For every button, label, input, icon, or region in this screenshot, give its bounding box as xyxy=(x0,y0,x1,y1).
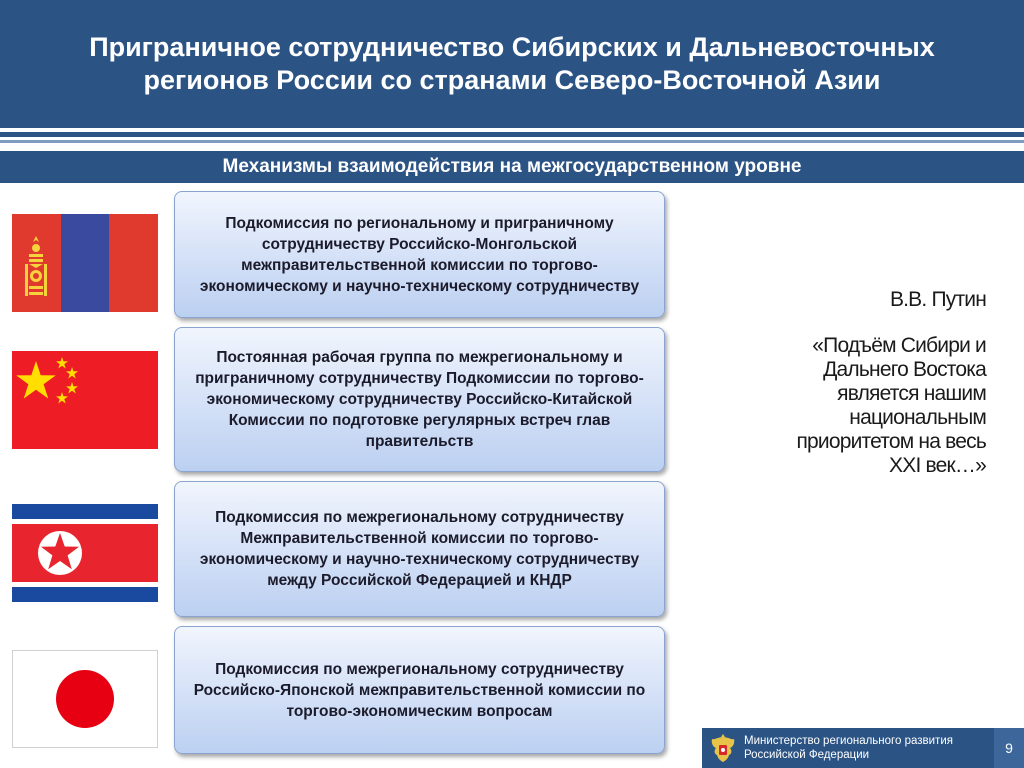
slide-header xyxy=(0,0,1024,128)
mechanism-text: Подкомиссия по межрегиональному сотрудничеству Российско-Японской межправительственной комиссии по торгово-экономическим вопросам xyxy=(193,660,646,720)
header-divider-light xyxy=(0,140,1024,143)
north-korea-flag-icon xyxy=(12,504,158,602)
section-header xyxy=(0,151,1024,183)
quote-author: В.В. Путин xyxy=(889,288,986,311)
mechanism-box-north-korea xyxy=(174,481,665,617)
mongolia-flag-icon xyxy=(12,214,158,312)
section-title: Механизмы взаимодействия на межгосударственном уровне xyxy=(222,156,802,177)
russian-coat-of-arms-icon xyxy=(708,731,738,765)
mechanism-box-china xyxy=(174,327,665,472)
mechanism-text: Подкомиссия по межрегиональному сотрудничеству Межправительственной комиссии по торгово-экономическому и научно-техническому сотрудничеству между Российской Федерацией и КНДР xyxy=(199,509,640,589)
ministry-name: Министерство регионального развития Российской Федерации xyxy=(744,735,953,761)
japan-flag-icon xyxy=(12,650,158,748)
mechanism-text: Постоянная рабочая группа по межрегиональному и приграничному сотрудничеству Подкомиссии по торгово-экономическому сотрудничеству Российско-Китайской Комиссии по подготовке регулярных встреч глав правительств xyxy=(195,349,644,450)
quote-text: «Подъём Сибири и Дальнего Востока является нашим национальным приоритетом на весь XXI век…» xyxy=(796,334,986,477)
ministry-footer xyxy=(702,728,1024,768)
mechanism-box-japan xyxy=(174,626,665,754)
mechanism-text: Подкомиссия по региональному и приграничному сотрудничеству Российско-Монгольской межправительственной комиссии по торгово-экономическому и научно-техническому сотрудничеству xyxy=(199,214,640,295)
china-flag-icon xyxy=(12,351,158,449)
putin-quote xyxy=(726,288,986,478)
page-number: 9 xyxy=(994,728,1024,768)
mechanism-box-mongolia xyxy=(174,191,665,318)
slide-title: Приграничное сотрудничество Сибирских и Дальневосточных регионов России со странами Северо-Восточной Азии xyxy=(89,32,935,95)
